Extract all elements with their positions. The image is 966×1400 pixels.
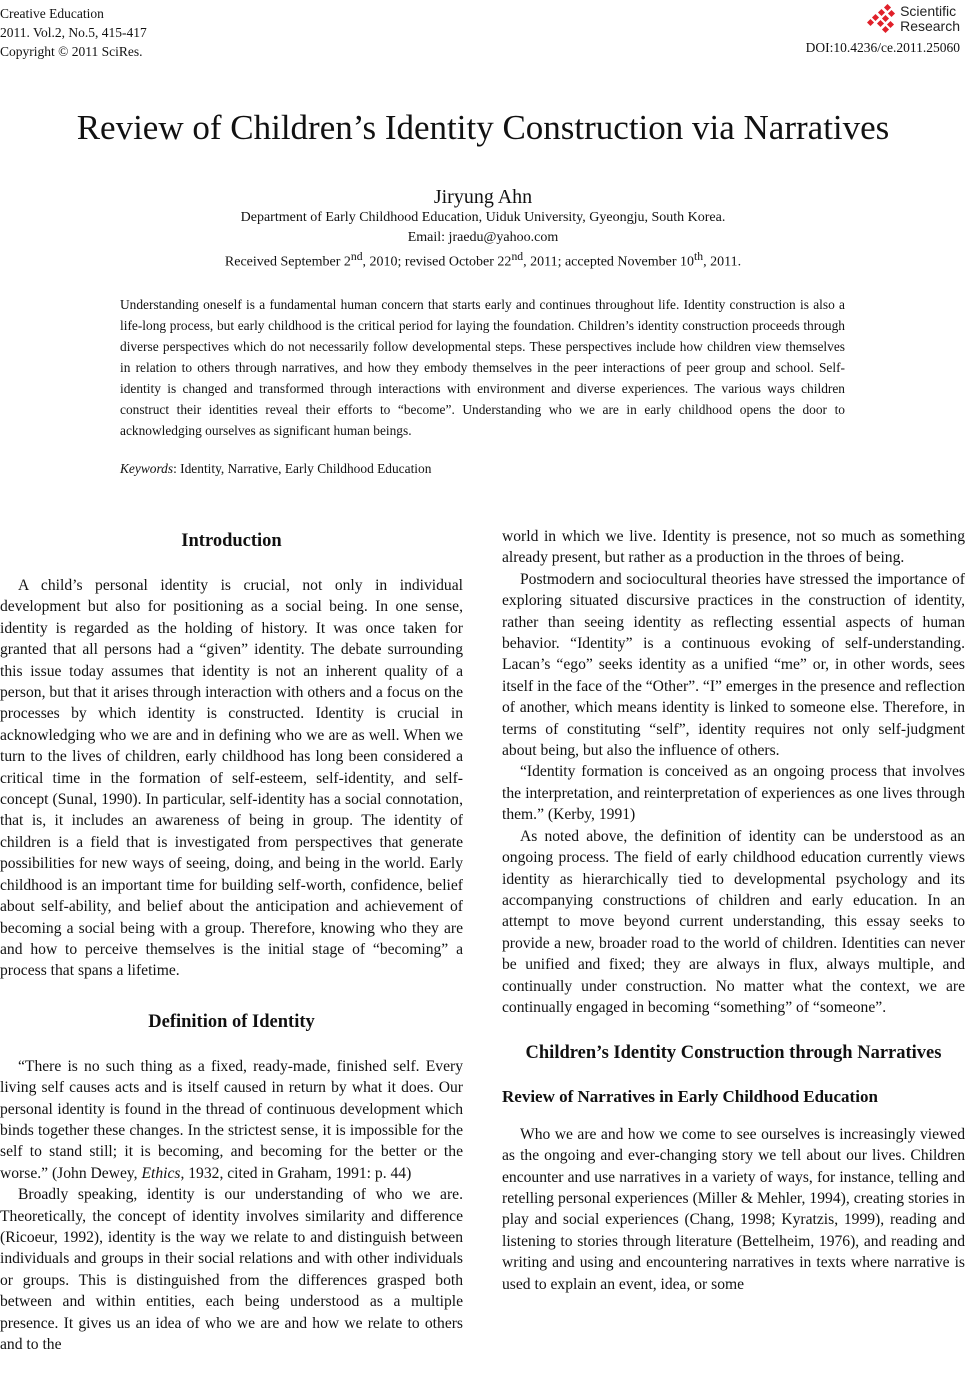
- copyright: Copyright © 2011 SciRes.: [0, 44, 143, 59]
- scientific-research-logo: [806, 0, 960, 38]
- heading-introduction: Introduction: [181, 531, 282, 551]
- journal-volume: 2011. Vol.2, No.5, 415-417: [0, 25, 147, 40]
- keywords: Keywords: Identity, Narrative, Early Childhood Education: [120, 461, 432, 476]
- logo-line2: Research: [900, 18, 960, 34]
- received-dates: Received September 2nd, 2010; revised October 22nd, 2011; accepted November 10th, 2011.: [224, 250, 742, 270]
- author: Jiryung Ahn: [433, 186, 533, 208]
- heading-children-identity: Children’s Identity Construction through Narratives: [525, 1043, 942, 1064]
- heading-definition: Definition of Identity: [148, 1011, 315, 1032]
- abstract: Understanding oneself is a fundamental human concern that starts early and continues throughout life. Identity construction is also a life-long process, but early childhood is the critical period for laying the foundation. Children’s identity construction proceeds through diverse perspectives which do not necessarily follow developmental steps. These perspectives include how children view themselves in relation to others through narratives, and how they embody themselves in the peer interactions of peer group and school. Self-identity is changed and transformed through interactions with environment and diverse experiences. The various ways children construct their identities reveal their efforts to “become”. Understanding who we are in early childhood opens the door to acknowledging ourselves as significant human beings.: [120, 297, 845, 438]
- paragraph: Postmodern and sociocultural theories have stressed the importance of exploring situated discursive practices in the construction of identity, rather than seeing identity as reflecting essential aspects of human behavior. “Identity” is a continuous evoking of self-understanding. Lacan’s “ego” seeks identity as a unified “me” or, in other words, sees itself in the face of the “Other”. “I” emerges in the presence and reflection of another, which means identity is linked to someone else. Therefore, in terms of constituting “self”, identity requires not only self-judgment about being, but also the influence of others.: [502, 570, 965, 760]
- email: Email: jraedu@yahoo.com: [407, 230, 559, 245]
- diamond-logo-icon: [867, 4, 897, 34]
- paper-title: Review of Children’s Identity Construction via Narratives: [76, 108, 890, 147]
- journal-name: Creative Education: [0, 6, 104, 21]
- paragraph: As noted above, the definition of identity can be understood as an ongoing process. The field of early childhood education currently views identity as hierarchically tied to developmental psychology and its accompanying constructions of children and early education. In an attempt to move beyond current understanding, this essay seeks to provide a new, broader road to the world of children. Identities can never be unified and fixed; they are always in flux, always multiple, and continually under construction. No matter what the context, we are continually engaged in becoming “something” of “someone”.: [502, 827, 965, 1016]
- paragraph: world in which we live. Identity is presence, not so much as something already present, but rather as a production in the throes of being.: [502, 528, 965, 567]
- right-column: [502, 526, 965, 1295]
- logo-line1: Scientific: [900, 3, 957, 19]
- paragraph: Broadly speaking, identity is our understanding of who we are. Theoretically, the concept of identity involves similarity and difference (Ricoeur, 1992), identity is the way we relate to and distinguish between individuals and groups in their social relations and with other individuals or groups. This is distinguished from the differences grasped both between and within entities, each being understood as a multiple presence. It gives us an idea of who we are and how we relate to others and to the: [0, 1186, 463, 1353]
- publisher-info: [806, 0, 960, 56]
- left-column: [0, 528, 463, 1355]
- paragraph: “Identity formation is conceived as an ongoing process that involves the interpretation, and reinterpretation of experiences as one lives through them.” (Kerby, 1991): [502, 763, 965, 824]
- paragraph: Who we are and how we come to see ourselves is increasingly viewed as the ongoing and ever-changing story we tell about our lives. Children encounter and use narratives in a variety of ways, for instance, telling and retelling personal experiences (Miller & Mehler, 1994), creating stories in play and social experiences (Chang, 1998; Kyratzis, 1999), reading and listening to stories through literature (Bettelheim, 1976), and reading and writing and using and encountering narratives in texts where narrative is used to explain an event, idea, or some: [502, 1125, 965, 1293]
- paragraph-quote: “There is no such thing as a fixed, ready-made, finished self. Every living self causes acts and is itself caused in return by what it does. Our personal identity is found in the thread of continuous development which binds together these changes. In the strictest sense, it is impossible for the self to stand still; it is becoming, and becoming for the better or the worse.” (John Dewey, Ethics, 1932, cited in Graham, 1991: p. 44): [0, 1057, 463, 1182]
- paragraph: A child’s personal identity is crucial, not only in individual development but also for positioning as a social being. In one sense, identity is regarded as the holding of history. It was once taken for granted that all persons had a “given” identity. The debate surrounding this issue today assumes that identity is not an inherent quality of a person, but that it arises through interaction with others and a focus on the processes by which identity is constructed. Identity is crucial in acknowledging who we are and in defining who we are as well. When we turn to the lives of children, early childhood has long been considered a critical time in the formation of self-esteem, self-identity, and self-concept (Sunal, 1990). In particular, self-identity has a social connotation, that is, it includes an awareness of being in group. The identity of children is a field that is investigated from perspectives that generate possibilities for new ways of seeing, doing, and being in the world. Early childhood is an important time for building self-worth, confidence, belief about self-ability, and belief about the anticipation and achievement of becoming a social being with a group. Therefore, knowing who they are and how to perceive themselves is the initial stage of “becoming” a process that spans a lifetime.: [0, 577, 463, 980]
- doi: DOI:10.4236/ce.2011.25060: [805, 40, 960, 55]
- journal-info: [0, 4, 147, 61]
- affiliation: Department of Early Childhood Education, Uiduk University, Gyeongju, South Korea.: [240, 210, 726, 225]
- heading-review: Review of Narratives in Early Childhood Education: [502, 1087, 878, 1107]
